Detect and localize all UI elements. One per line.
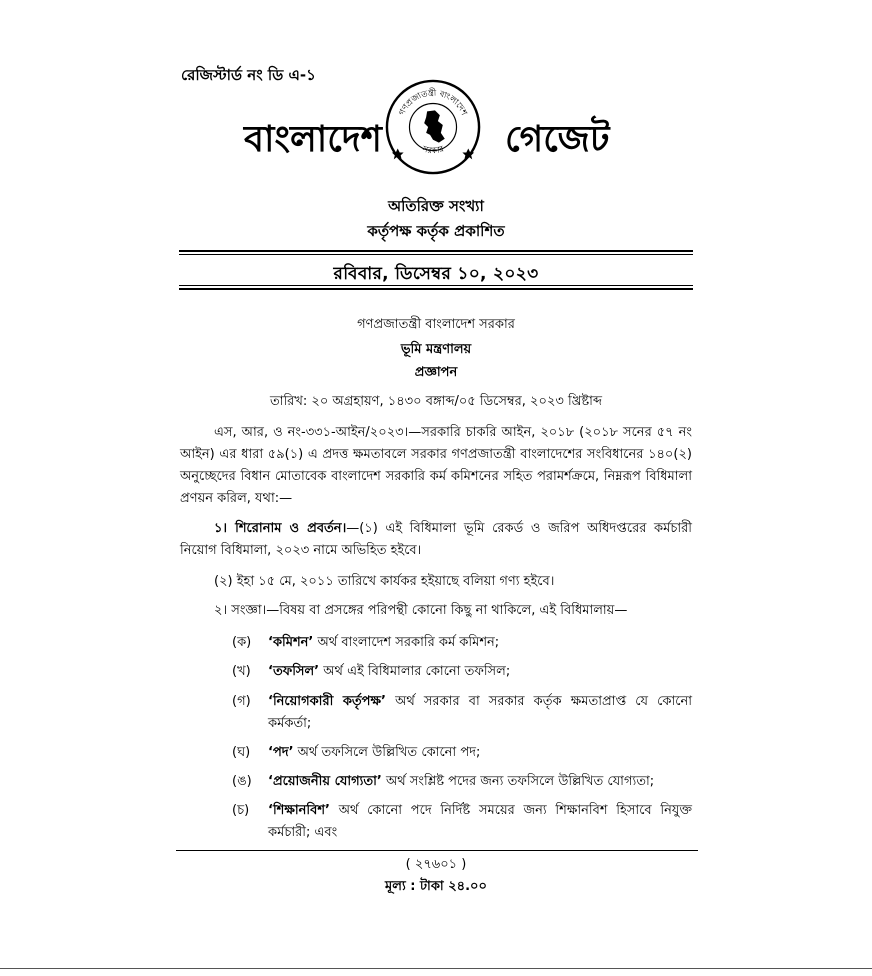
rule-2-text: —বিষয় বা প্রসঙ্গের পরিপন্থী কোনো কিছু না থাকিলে, এই বিধিমালায়—	[266, 603, 628, 618]
government-name: গণপ্রজাতন্ত্রী বাংলাদেশ সরকার	[357, 317, 515, 332]
date-band-top-rule-thin	[179, 254, 693, 255]
notice-dateline: তারিখ: ২০ অগ্রহায়ণ, ১৪৩০ বঙ্গাব্দ/০৫ ডিসেম্বর, ২০২৩ খ্রিষ্টাব্দ	[269, 394, 603, 409]
masthead-left: বাংলাদেশ	[244, 119, 382, 160]
rule-2-paragraph	[180, 600, 692, 622]
definition-term: ‘কমিশন’	[268, 635, 314, 650]
date-band-bottom-rule-thin	[179, 285, 693, 286]
seal-top-text: গণপ্রজাতন্ত্রী বাংলাদেশ	[396, 87, 470, 117]
footer-rule	[176, 850, 698, 851]
definition-kha	[232, 661, 692, 683]
rule-1-subclause-2: (২) ইহা ১৫ মে, ২০১১ তারিখে কার্যকর হইয়াছে বলিয়া গণ্য হইবে।	[214, 574, 555, 589]
definition-label: (ঙ)	[232, 774, 252, 789]
definition-term: ‘তফসিল’	[268, 664, 320, 679]
definition-text: অর্থ সরকার বা সরকার কর্তৃক ক্ষমতাপ্রাপ্ত যে কোনো কর্মকর্তা;	[268, 694, 692, 731]
definition-label: (ক)	[232, 635, 252, 650]
intro-paragraph: এস, আর, ও নং-৩৩১-আইন/২০২৩।—সরকারি চাকরি আইন, ২০১৮ (২০১৮ সনের ৫৭ নং আইন) এর ধারা ৫৯(১) এ প্রদত্ত ক্ষমতাবলে সরকার গণপ্রজাতন্ত্রী বাংলাদেশের সংবিধানের ১৪০(২) অনুচ্ছেদের বিধান মোতাবেক বাংলাদেশ সরকারি কর্ম কমিশনের সহিত পরামর্শক্রমে, নিম্নরূপ বিধিমালা প্রণয়ন করিল, যথা:—	[180, 425, 692, 506]
definition-ga	[232, 691, 692, 735]
definition-label: (গ)	[232, 694, 251, 709]
svg-text:সরকার	[420, 143, 445, 156]
seal-bottom-text: সরকার	[421, 143, 445, 156]
notice-title: প্রজ্ঞাপন	[414, 365, 458, 380]
rule-1-paragraph	[180, 518, 692, 562]
definition-gha	[232, 742, 692, 764]
price-label: মূল্য : টাকা ২৪.০০	[385, 879, 487, 894]
ministry-name: ভূমি মন্ত্রণালয়	[400, 342, 472, 357]
date-band-top-rule	[179, 250, 693, 252]
published-by-label: কর্তৃপক্ষ কর্তৃক প্রকাশিত	[367, 222, 505, 240]
definition-text: অর্থ এই বিধিমালার কোনো তফসিল;	[319, 664, 511, 679]
page-number: ( ২৭৬০১ )	[405, 857, 467, 872]
masthead-right: গেজেট	[505, 119, 610, 160]
page-bottom-edge	[0, 968, 872, 969]
definition-label: (চ)	[232, 803, 250, 818]
definition-text: অর্থ বাংলাদেশ সরকারি কর্ম কমিশন;	[313, 635, 500, 650]
definition-term: ‘নিয়োগকারী কর্তৃপক্ষ’	[268, 694, 386, 709]
definition-term: ‘শিক্ষানবিশ’	[268, 803, 330, 818]
registration-number: রেজিস্টার্ড নং ডি এ-১	[181, 66, 316, 84]
definition-label: (ঘ)	[232, 745, 251, 760]
rule-1-heading: ১। শিরোনাম ও প্রবর্তন।	[214, 521, 347, 536]
definition-text: অর্থ সংশ্লিষ্ট পদের জন্য তফসিলে উল্লিখিত যোগ্যতা;	[381, 774, 655, 789]
definition-text: অর্থ তফসিলে উল্লিখিত কোনো পদ;	[293, 745, 481, 760]
rule-1-text: —(১) এই বিধিমালা ভূমি রেকর্ড ও জরিপ অধিদপ্তরের কর্মচারী নিয়োগ বিধিমালা, ২০২৩ নামে অভিহিত হইবে।	[180, 521, 692, 558]
definition-term: ‘প্রয়োজনীয় যোগ্যতা’	[268, 774, 382, 789]
government-seal-icon	[384, 78, 482, 176]
definition-cha	[232, 800, 692, 844]
definition-label: (খ)	[232, 664, 251, 679]
date-band-bottom-rule	[179, 288, 693, 290]
definition-uma	[232, 771, 692, 793]
definition-ka	[232, 632, 692, 654]
definition-term: ‘পদ’	[268, 745, 294, 760]
extra-issue-label: অতিরিক্ত সংখ্যা	[388, 197, 484, 215]
issue-date: রবিবার, ডিসেম্বর ১০, ২০২৩	[333, 264, 539, 284]
rule-2-heading: ২। সংজ্ঞা।	[214, 603, 267, 618]
definition-text: অর্থ কোনো পদে নির্দিষ্ট সময়ের জন্য শিক্ষানবিশ হিসাবে নিযুক্ত কর্মচারী; এবং	[268, 803, 692, 840]
